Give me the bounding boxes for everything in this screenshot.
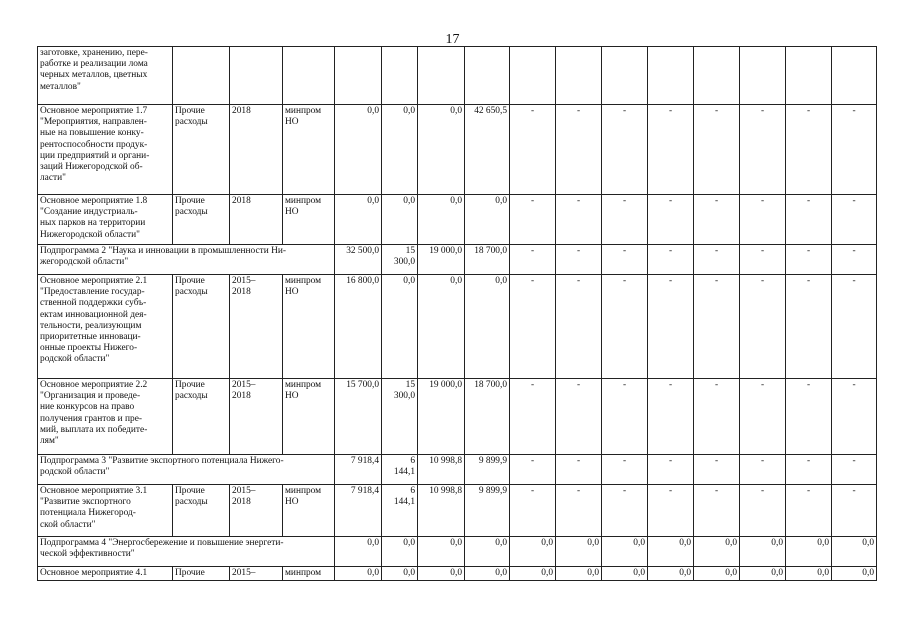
value-cell [418, 47, 465, 105]
value-cell: - [786, 245, 832, 275]
value-cell: - [648, 455, 694, 485]
value-cell: - [510, 275, 556, 379]
value-cell: 0,0 [382, 567, 418, 581]
activity-name-cell: Основное мероприятие 2.1 "Предоставление государ- ственной поддержки субъ- ектам инновационной дея- тельности, реализующим приоритетные инноваци- онные проекты Нижего- родской области" [38, 275, 173, 379]
subprogram-row [38, 245, 877, 275]
activity-name-cell: заготовке, хранению, пере- работке и реализации лома черных металлов, цветных металлов" [38, 47, 173, 105]
subprogram-name-cell: Подпрограмма 3 "Развитие экспортного потенциала Нижего- родской области" [38, 455, 335, 485]
value-cell: 0,0 [694, 567, 740, 581]
value-cell: - [602, 245, 648, 275]
period-cell: 2018 [230, 195, 283, 245]
value-cell: 0,0 [602, 537, 648, 567]
value-cell: 0,0 [382, 195, 418, 245]
value-cell: - [556, 275, 602, 379]
value-cell: - [602, 455, 648, 485]
expense-type-cell: Прочие расходы [173, 195, 230, 245]
value-cell: 9 899,9 [465, 455, 510, 485]
value-cell: 0,0 [556, 567, 602, 581]
expense-type-cell: Прочие [173, 567, 230, 581]
value-cell: - [556, 245, 602, 275]
value-cell: 6 144,1 [382, 485, 418, 537]
period-cell: 2015– 2018 [230, 379, 283, 455]
value-cell: - [510, 485, 556, 537]
value-cell: - [556, 455, 602, 485]
activity-name-cell: Основное мероприятие 2.2 "Организация и проведе- ние конкурсов на право получения грантов и пре- мий, выплата их победите- лям" [38, 379, 173, 455]
expense-type-cell: Прочие расходы [173, 105, 230, 195]
value-cell: - [740, 195, 786, 245]
value-cell: - [832, 485, 877, 537]
value-cell: 0,0 [740, 537, 786, 567]
executor-cell: минпром НО [283, 275, 335, 379]
value-cell: - [602, 485, 648, 537]
value-cell: 0,0 [335, 567, 382, 581]
value-cell [740, 47, 786, 105]
activity-row [38, 275, 877, 379]
value-cell: - [648, 379, 694, 455]
activity-row [38, 195, 877, 245]
value-cell: 0,0 [418, 567, 465, 581]
value-cell: 0,0 [418, 537, 465, 567]
value-cell: 15 700,0 [335, 379, 382, 455]
value-cell: 9 899,9 [465, 485, 510, 537]
table-body [38, 47, 877, 581]
value-cell: 0,0 [335, 537, 382, 567]
value-cell: 19 000,0 [418, 245, 465, 275]
value-cell: 6 144,1 [382, 455, 418, 485]
program-table [37, 46, 877, 581]
value-cell: 0,0 [418, 275, 465, 379]
value-cell: 0,0 [556, 537, 602, 567]
activity-row [38, 47, 877, 105]
value-cell [832, 47, 877, 105]
value-cell: - [786, 485, 832, 537]
subprogram-name-cell: Подпрограмма 4 "Энергосбережение и повышение энергети- ческой эффективности" [38, 537, 335, 567]
value-cell: - [694, 275, 740, 379]
value-cell: 0,0 [740, 567, 786, 581]
period-cell [230, 47, 283, 105]
value-cell: 16 800,0 [335, 275, 382, 379]
value-cell: - [694, 485, 740, 537]
value-cell: - [602, 379, 648, 455]
value-cell: 0,0 [335, 195, 382, 245]
value-cell: - [694, 379, 740, 455]
value-cell: 19 000,0 [418, 379, 465, 455]
executor-cell: минпром НО [283, 379, 335, 455]
expense-type-cell: Прочие расходы [173, 485, 230, 537]
value-cell: - [740, 275, 786, 379]
expense-type-cell: Прочие расходы [173, 275, 230, 379]
page-number: 17 [445, 32, 460, 47]
value-cell: 0,0 [465, 275, 510, 379]
value-cell: - [832, 379, 877, 455]
value-cell [602, 47, 648, 105]
value-cell: - [786, 455, 832, 485]
value-cell: - [832, 195, 877, 245]
value-cell: 0,0 [465, 195, 510, 245]
value-cell: - [648, 275, 694, 379]
activity-row [38, 379, 877, 455]
value-cell: 0,0 [786, 567, 832, 581]
period-cell: 2015– 2018 [230, 275, 283, 379]
value-cell: 7 918,4 [335, 455, 382, 485]
activity-name-cell: Основное мероприятие 3.1 "Развитие экспортного потенциала Нижегород- ской области" [38, 485, 173, 537]
value-cell: 0,0 [510, 537, 556, 567]
value-cell: - [694, 105, 740, 195]
value-cell: 7 918,4 [335, 485, 382, 537]
value-cell: 0,0 [832, 537, 877, 567]
value-cell: - [602, 195, 648, 245]
value-cell: 0,0 [335, 105, 382, 195]
period-cell: 2015– 2018 [230, 485, 283, 537]
value-cell: - [510, 245, 556, 275]
value-cell: 0,0 [510, 567, 556, 581]
value-cell: - [648, 245, 694, 275]
value-cell: - [510, 105, 556, 195]
value-cell [510, 47, 556, 105]
value-cell: - [648, 485, 694, 537]
value-cell: 0,0 [418, 195, 465, 245]
executor-cell: минпром НО [283, 485, 335, 537]
value-cell: 18 700,0 [465, 379, 510, 455]
value-cell: - [602, 275, 648, 379]
value-cell: - [786, 195, 832, 245]
subprogram-row [38, 537, 877, 567]
executor-cell [283, 47, 335, 105]
period-cell: 2015– [230, 567, 283, 581]
value-cell: - [694, 455, 740, 485]
value-cell [648, 47, 694, 105]
value-cell: - [510, 455, 556, 485]
activity-name-cell: Основное мероприятие 4.1 [38, 567, 173, 581]
value-cell: 0,0 [382, 275, 418, 379]
value-cell: - [786, 379, 832, 455]
value-cell [382, 47, 418, 105]
value-cell: 0,0 [832, 567, 877, 581]
value-cell: 10 998,8 [418, 455, 465, 485]
value-cell [694, 47, 740, 105]
value-cell: 0,0 [602, 567, 648, 581]
executor-cell: минпром НО [283, 105, 335, 195]
value-cell: 18 700,0 [465, 245, 510, 275]
value-cell: - [510, 195, 556, 245]
activity-name-cell: Основное мероприятие 1.8 "Создание индустриаль- ных парков на территории Нижегородской области" [38, 195, 173, 245]
expense-type-cell: Прочие расходы [173, 379, 230, 455]
value-cell: - [556, 379, 602, 455]
value-cell: 15 300,0 [382, 245, 418, 275]
value-cell: 32 500,0 [335, 245, 382, 275]
value-cell: 0,0 [382, 537, 418, 567]
subprogram-row [38, 455, 877, 485]
value-cell: 42 650,5 [465, 105, 510, 195]
executor-cell: минпром НО [283, 195, 335, 245]
value-cell: - [832, 275, 877, 379]
subprogram-name-cell: Подпрограмма 2 "Наука и инновации в промышленности Ни- жегородской области" [38, 245, 335, 275]
value-cell: - [740, 379, 786, 455]
value-cell: - [648, 105, 694, 195]
value-cell: - [556, 105, 602, 195]
value-cell: 0,0 [418, 105, 465, 195]
expense-type-cell [173, 47, 230, 105]
value-cell: - [648, 195, 694, 245]
value-cell: - [740, 455, 786, 485]
value-cell [465, 47, 510, 105]
value-cell: - [740, 245, 786, 275]
value-cell: 0,0 [786, 537, 832, 567]
period-cell: 2018 [230, 105, 283, 195]
activity-row [38, 485, 877, 537]
value-cell: 0,0 [648, 537, 694, 567]
value-cell: - [832, 105, 877, 195]
executor-cell: минпром [283, 567, 335, 581]
value-cell: 15 300,0 [382, 379, 418, 455]
value-cell: - [556, 485, 602, 537]
value-cell: 0,0 [648, 567, 694, 581]
value-cell: - [694, 245, 740, 275]
activity-row [38, 567, 877, 581]
value-cell [786, 47, 832, 105]
value-cell: - [694, 195, 740, 245]
value-cell [556, 47, 602, 105]
value-cell: - [786, 105, 832, 195]
value-cell: - [556, 195, 602, 245]
value-cell: 0,0 [694, 537, 740, 567]
value-cell: - [832, 455, 877, 485]
value-cell: 0,0 [465, 567, 510, 581]
value-cell: 10 998,8 [418, 485, 465, 537]
value-cell: - [602, 105, 648, 195]
value-cell: 0,0 [465, 537, 510, 567]
value-cell: - [832, 245, 877, 275]
value-cell: - [740, 485, 786, 537]
activity-name-cell: Основное мероприятие 1.7 "Мероприятия, направлен- ные на повышение конку- рентоспособности продук- ции предприятий и органи- заций Нижегородской об- ласти" [38, 105, 173, 195]
value-cell [335, 47, 382, 105]
value-cell: - [740, 105, 786, 195]
activity-row [38, 105, 877, 195]
value-cell: - [510, 379, 556, 455]
value-cell: - [786, 275, 832, 379]
value-cell: 0,0 [382, 105, 418, 195]
